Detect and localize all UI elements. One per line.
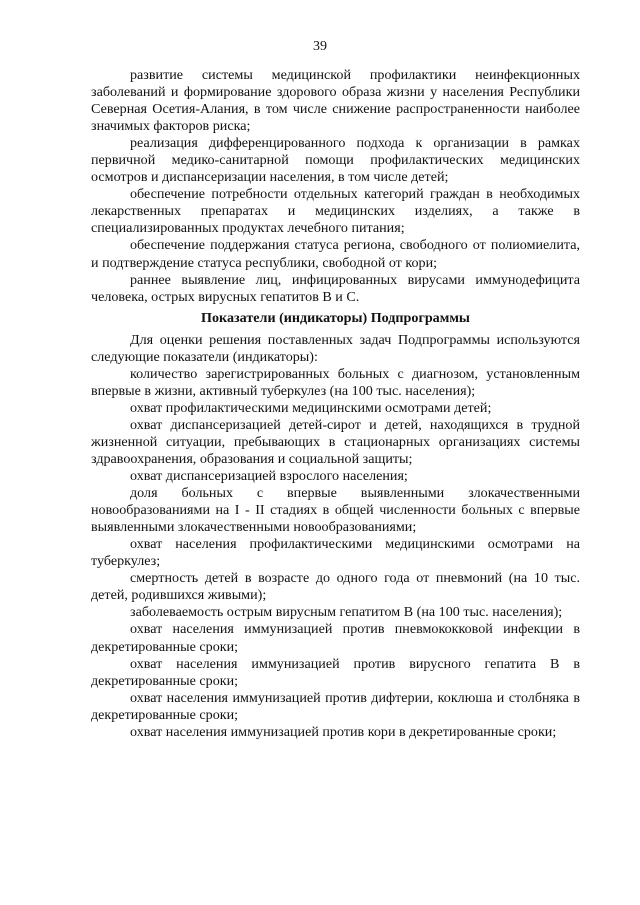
goal-paragraph: реализация дифференцированного подхода к организации в рамках первичной медико-санитарной помощи профилактических медицинских осмотров и диспансеризации населения, в том числе детей; [91, 135, 580, 186]
indicator-paragraph: охват населения иммунизацией против дифтерии, коклюша и столбняка в декретированные сроки; [91, 689, 580, 723]
goal-paragraph: раннее выявление лиц, инфицированных вирусами иммунодефицита человека, острых вирусных гепатитов В и С. [91, 271, 580, 305]
section-heading: Показатели (индикаторы) Подпрограммы [201, 309, 470, 326]
indicator-paragraph: заболеваемость острым вирусным гепатитом В (на 100 тыс. населения); [130, 604, 563, 621]
page-number: 39 [313, 39, 327, 54]
indicator-paragraph: охват населения иммунизацией против пневмококковой инфекции в декретированные сроки; [91, 621, 580, 655]
indicator-paragraph: охват диспансеризацией взрослого населения; [130, 468, 408, 485]
indicators-intro: Для оценки решения поставленных задач Подпрограммы используются следующие показатели (индикаторы): [91, 331, 580, 365]
indicators-list [91, 332, 580, 741]
indicator-paragraph: охват населения иммунизацией против кори в декретированные сроки; [130, 723, 557, 740]
goal-paragraph: развитие системы медицинской профилактики неинфекционных заболеваний и формирование здорового образа жизни у населения Республики Северная Осетия-Алания, в том числе снижение распространенности наиболее значимых факторов риска; [91, 67, 580, 135]
page-content [91, 67, 580, 741]
indicator-paragraph: охват населения иммунизацией против вирусного гепатита В в декретированные сроки; [91, 655, 580, 689]
indicator-paragraph: доля больных с впервые выявленными злокачественными новообразованиями на I - II стадиях в общей численности больных с впервые выявленными злокачественными новообразованиями; [91, 485, 580, 536]
indicator-paragraph: охват диспансеризацией детей-сирот и детей, находящихся в трудной жизненной ситуации, пребывающих в стационарных организациях системы здравоохранения, образования и социальной защиты; [91, 416, 580, 467]
indicator-paragraph: смертность детей в возрасте до одного года от пневмоний (на 10 тыс. детей, родившихся живыми); [91, 570, 580, 604]
indicator-paragraph: охват населения профилактическими медицинскими осмотрами на туберкулез; [91, 536, 580, 570]
indicator-paragraph: количество зарегистрированных больных с диагнозом, установленным впервые в жизни, активный туберкулез (на 100 тыс. населения); [91, 365, 580, 399]
indicator-paragraph: охват профилактическими медицинскими осмотрами детей; [130, 399, 492, 416]
goals-list [91, 67, 580, 306]
goal-paragraph: обеспечение поддержания статуса региона, свободного от полиомиелита, и подтверждение статуса республики, свободной от кори; [91, 237, 580, 271]
goal-paragraph: обеспечение потребности отдельных категорий граждан в необходимых лекарственных препаратах и медицинских изделиях, а также в специализированных продуктах лечебного питания; [91, 186, 580, 237]
